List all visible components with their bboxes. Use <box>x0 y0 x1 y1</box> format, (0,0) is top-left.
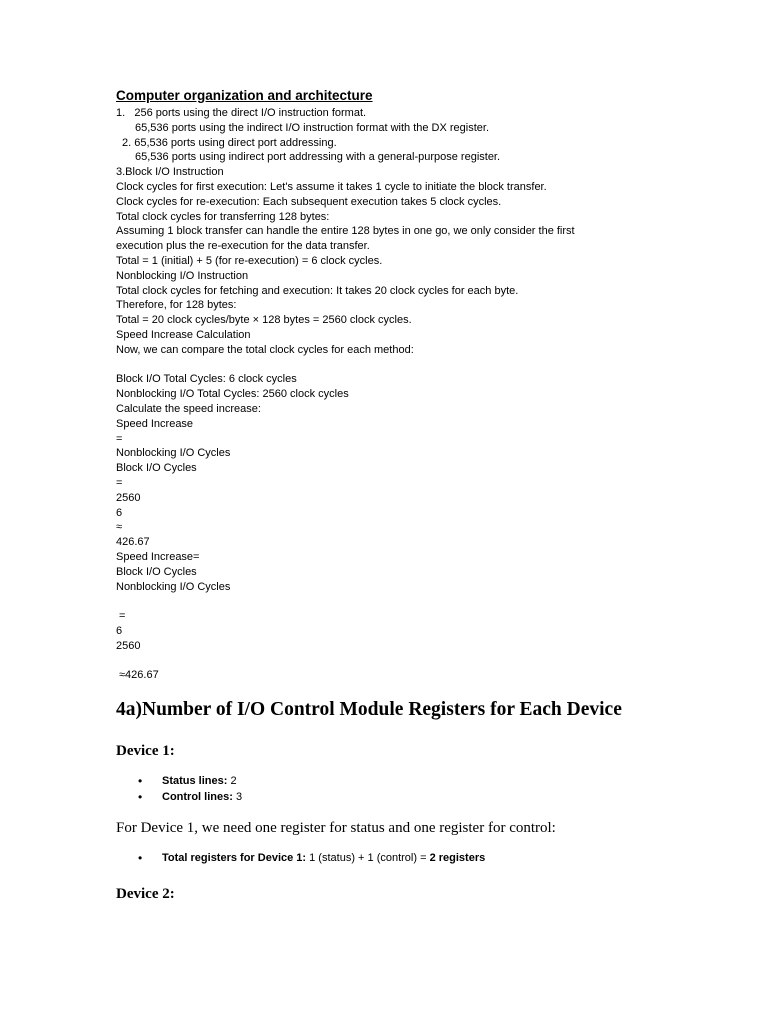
text-line: Nonblocking I/O Instruction <box>116 269 249 282</box>
text-line: 6 <box>116 506 123 519</box>
text-line: 3.Block I/O Instruction <box>116 166 224 179</box>
text-line: Speed Increase= <box>116 550 200 563</box>
text-line: = <box>116 476 123 489</box>
text-line: 65,536 ports using the indirect I/O instruction format with the DX register. <box>135 121 490 134</box>
status-lines-label: Status lines: <box>162 775 228 788</box>
status-lines-value: 2 <box>227 775 237 788</box>
document-title: Computer organization and architecture <box>116 88 373 103</box>
text-line: 65,536 ports using indirect port addressing with a general-purpose register. <box>135 151 501 164</box>
text-line: Total = 20 clock cycles/byte × 128 bytes = 2560 clock cycles. <box>116 314 412 327</box>
text-line: = <box>116 432 123 445</box>
text-line: Block I/O Total Cycles: 6 clock cycles <box>116 373 297 386</box>
control-lines-value: 3 <box>232 790 243 803</box>
text-line: Block I/O Cycles <box>116 462 197 475</box>
blank-line <box>116 594 656 609</box>
list-item <box>162 790 656 806</box>
device-1-bullet-list <box>116 774 656 805</box>
device-1-paragraph: For Device 1, we need one register for status and one register for control: <box>116 820 556 837</box>
text-line: Speed Increase <box>116 417 194 430</box>
text-line: Clock cycles for first execution: Let's assume it takes 1 cycle to initiate the block transfer. <box>116 180 547 193</box>
text-line: 426.67 <box>116 536 150 549</box>
text-line: ≈ <box>116 521 123 534</box>
text-line: Total = 1 (initial) + 5 (for re-execution) = 6 clock cycles. <box>116 254 383 267</box>
blank-line <box>116 653 656 668</box>
text-line: Total clock cycles for fetching and execution: It takes 20 clock cycles for each byte. <box>116 284 519 297</box>
total-registers-label: Total registers for Device 1: <box>162 852 307 865</box>
device-1-heading: Device 1: <box>116 743 175 760</box>
section-heading: 4a)Number of I/O Control Module Registers for Each Device <box>116 699 622 721</box>
list-item <box>162 774 656 790</box>
text-line: ≈426.67 <box>119 669 159 682</box>
text-line: Nonblocking I/O Cycles <box>116 580 231 593</box>
text-line: Therefore, for 128 bytes: <box>116 299 237 312</box>
text-line: Total clock cycles for transferring 128 bytes: <box>116 210 330 223</box>
text-line: Nonblocking I/O Total Cycles: 2560 clock cycles <box>116 388 349 401</box>
text-line: Now, we can compare the total clock cycles for each method: <box>116 343 414 356</box>
text-line: 1. 256 ports using the direct I/O instruction format. <box>116 107 367 119</box>
document-page <box>116 88 656 917</box>
text-line: Speed Increase Calculation <box>116 328 251 341</box>
text-line: 6 <box>116 624 123 637</box>
text-line: = <box>119 610 126 623</box>
text-line: Clock cycles for re-execution: Each subsequent execution takes 5 clock cycles. <box>116 195 502 208</box>
text-line: execution plus the re-execution for the data transfer. <box>116 240 370 253</box>
total-registers-calc: 1 (status) + 1 (control) = <box>306 852 430 865</box>
text-line: Assuming 1 block transfer can handle the entire 128 bytes in one go, we only consider the first <box>116 225 575 238</box>
device-2-heading: Device 2: <box>116 885 175 902</box>
text-line: Nonblocking I/O Cycles <box>116 447 231 460</box>
list-item <box>162 851 656 867</box>
text-line: 2560 <box>116 639 141 652</box>
blank-line <box>116 358 656 373</box>
text-line: Calculate the speed increase: <box>116 402 261 415</box>
control-lines-label: Control lines: <box>162 790 233 803</box>
text-line: Block I/O Cycles <box>116 565 197 578</box>
text-line: 2560 <box>116 491 141 504</box>
total-registers-result: 2 registers <box>429 852 486 865</box>
text-line: 2. 65,536 ports using direct port addressing. <box>122 136 337 149</box>
device-1-total-list <box>116 851 656 867</box>
